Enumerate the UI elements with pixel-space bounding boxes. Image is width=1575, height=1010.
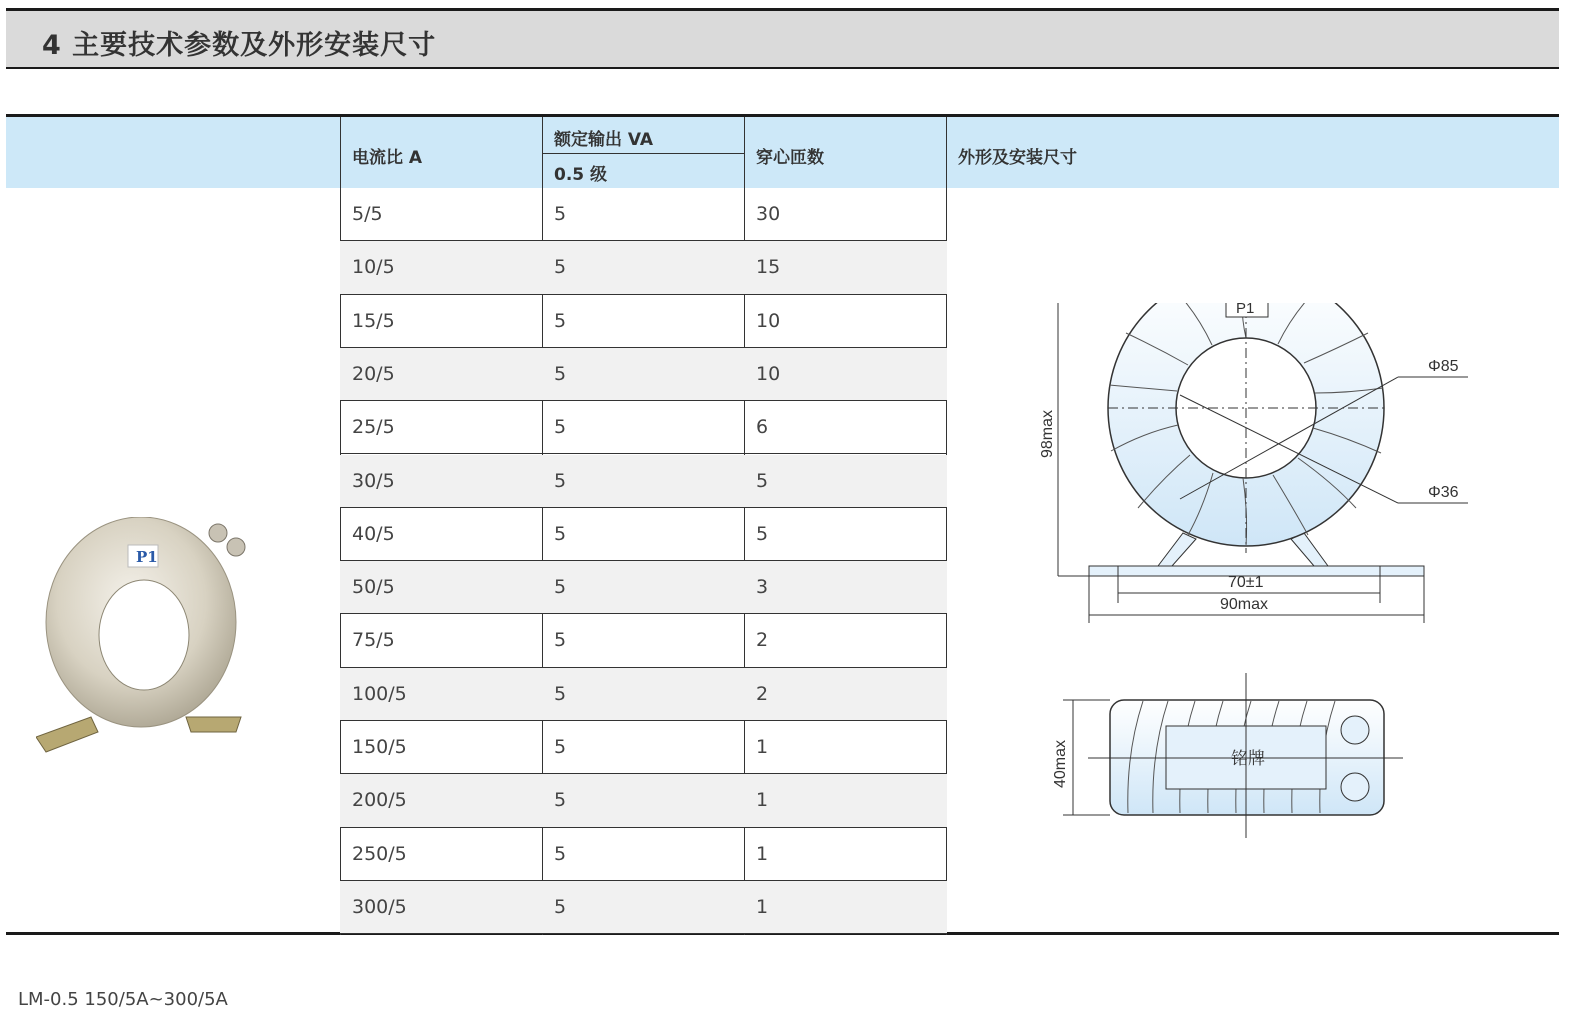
cell-ratio: 10/5 xyxy=(352,256,395,279)
cell-va: 5 xyxy=(554,629,567,652)
dim-phi36: Φ36 xyxy=(1428,484,1459,501)
table-row xyxy=(340,668,947,721)
cell-va: 5 xyxy=(554,416,567,439)
dimension-drawing xyxy=(948,303,1553,935)
table-row xyxy=(340,455,947,508)
nameplate-text: 铭牌 xyxy=(1231,749,1265,768)
cell-turns: 15 xyxy=(756,256,781,279)
product-label-text: P1 xyxy=(136,548,158,566)
table-header xyxy=(6,117,1559,188)
header-turns: 穿心匝数 xyxy=(756,148,824,168)
terminal-screw xyxy=(227,538,245,556)
dim-spacing: 70±1 xyxy=(1228,574,1264,591)
cell-va: 5 xyxy=(554,842,567,865)
dim-width: 90max xyxy=(1220,596,1269,613)
cell-turns: 1 xyxy=(756,895,769,918)
header-subdivider xyxy=(542,153,744,154)
cell-ratio: 40/5 xyxy=(352,522,395,545)
cell-va: 5 xyxy=(554,895,567,918)
cell-turns: 1 xyxy=(756,842,769,865)
table-row xyxy=(340,561,947,614)
product-photo xyxy=(36,517,266,777)
section-title: 4 主要技术参数及外形安装尺寸 xyxy=(42,30,437,61)
section-header xyxy=(6,8,1559,69)
header-dimensions: 外形及安装尺寸 xyxy=(958,148,1077,168)
cell-turns: 30 xyxy=(756,203,781,225)
cell-ratio: 25/5 xyxy=(352,416,395,439)
side-screw xyxy=(1341,716,1369,744)
product-foot xyxy=(186,717,241,732)
table-row xyxy=(340,241,947,294)
cell-turns: 2 xyxy=(756,629,769,652)
cell-turns: 3 xyxy=(756,576,769,599)
cell-turns: 5 xyxy=(756,469,769,492)
header-accuracy: 0.5 级 xyxy=(554,165,608,185)
cell-ratio: 200/5 xyxy=(352,789,407,812)
dim-phi85: Φ85 xyxy=(1428,358,1459,375)
table-row xyxy=(340,348,947,401)
cell-ratio: 75/5 xyxy=(352,629,395,652)
cell-va: 5 xyxy=(554,789,567,812)
cell-ratio: 300/5 xyxy=(352,895,407,918)
cell-va: 5 xyxy=(554,203,567,225)
spec-table xyxy=(6,114,1559,1010)
cell-ratio: 250/5 xyxy=(352,842,407,865)
table-row xyxy=(340,401,947,454)
cell-turns: 2 xyxy=(756,682,769,705)
header-output: 额定输出 VA xyxy=(554,130,654,150)
table-row xyxy=(340,828,947,881)
table-row xyxy=(340,188,947,241)
cell-va: 5 xyxy=(554,736,567,758)
header-ratio: 电流比 A xyxy=(352,148,423,168)
table-row xyxy=(340,508,947,561)
cell-va: 5 xyxy=(554,522,567,545)
cell-turns: 5 xyxy=(756,522,769,545)
table-row xyxy=(340,295,947,348)
cell-ratio: 100/5 xyxy=(352,682,407,705)
product-foot xyxy=(36,717,98,752)
cell-va: 5 xyxy=(554,576,567,599)
dim-side-height: 40max xyxy=(1052,739,1069,788)
cell-ratio: 15/5 xyxy=(352,309,395,332)
table-row xyxy=(340,881,947,934)
cell-turns: 10 xyxy=(756,309,781,332)
table-row xyxy=(340,614,947,667)
terminal-screw xyxy=(209,524,227,542)
table-row xyxy=(340,774,947,827)
product-caption: LM-0.5 150/5A~300/5A xyxy=(18,989,228,1010)
cell-va: 5 xyxy=(554,256,567,279)
cell-va: 5 xyxy=(554,682,567,705)
cell-va: 5 xyxy=(554,469,567,492)
cell-ratio: 150/5 xyxy=(352,736,407,758)
cell-va: 5 xyxy=(554,309,567,332)
cell-ratio: 20/5 xyxy=(352,362,395,385)
p1-text: P1 xyxy=(1236,303,1255,317)
cell-turns: 6 xyxy=(756,416,769,439)
cell-turns: 1 xyxy=(756,789,769,812)
cell-ratio: 5/5 xyxy=(352,203,383,225)
bracket-right xyxy=(1291,533,1328,566)
dim-height: 98max xyxy=(1039,409,1056,458)
side-screw xyxy=(1341,773,1369,801)
cell-ratio: 30/5 xyxy=(352,469,395,492)
cell-turns: 10 xyxy=(756,362,781,385)
bracket-left xyxy=(1158,533,1196,566)
cell-turns: 1 xyxy=(756,736,769,758)
table-row xyxy=(340,721,947,774)
cell-ratio: 50/5 xyxy=(352,576,395,599)
product-hole xyxy=(99,580,189,690)
cell-va: 5 xyxy=(554,362,567,385)
